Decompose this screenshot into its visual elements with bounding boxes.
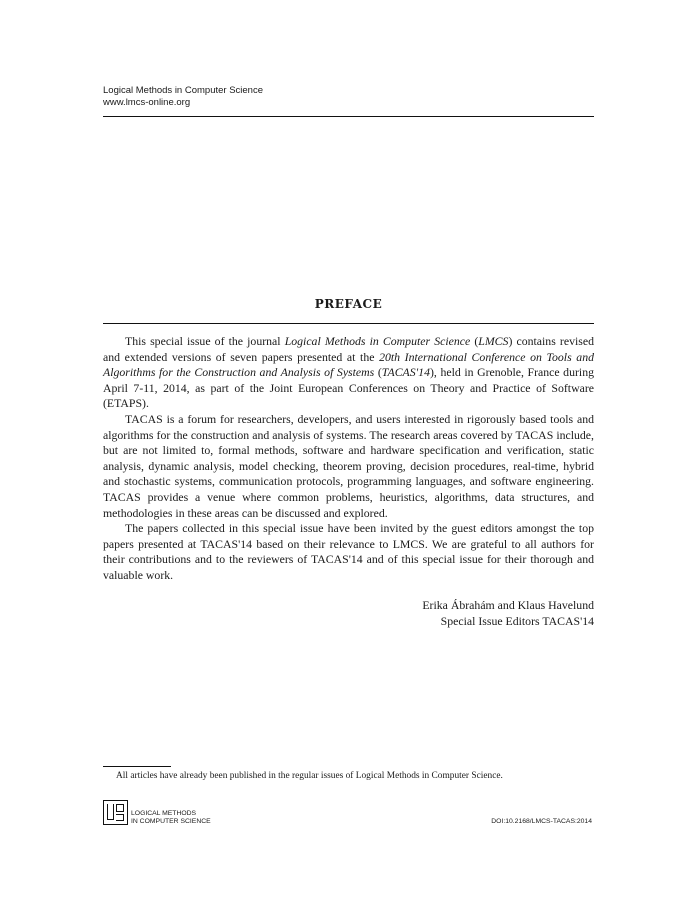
paragraph-1 [103, 334, 594, 412]
p1-text-d: ( [374, 365, 382, 380]
p1-text-e: ), held in Grenoble, France during April 7-11, 2014, as part of the Joint European Conferences on Theory and Practice of Software (ETAPS). [103, 365, 594, 411]
p1-text-c: ) contains revised and extended versions of seven papers presented at the [103, 334, 594, 364]
p1-text-a: This special issue of the journal [125, 334, 285, 348]
preface-body [103, 334, 594, 584]
editor-role: Special Issue Editors TACAS'14 [440, 613, 594, 628]
p1-journal-abbr: LMCS [478, 334, 509, 348]
p1-journal-name: Logical Methods in Computer Science [284, 334, 471, 348]
logo-block-s [116, 814, 124, 821]
logo-block-l [107, 804, 114, 820]
p1-conference-abbr: TACAS'14 [381, 365, 430, 380]
logo-block-m [116, 804, 124, 812]
editor-names: Erika Ábrahám and Klaus Havelund [422, 598, 594, 612]
logo-line-2: IN COMPUTER SCIENCE [131, 817, 211, 825]
signature [422, 598, 594, 629]
p1-conference-name: 20th International Conference on Tools and Algorithms for the Construction and Analysis of Systems [103, 349, 594, 380]
journal-name: Logical Methods in Computer Science [103, 85, 264, 96]
logo-line-1: LOGICAL METHODS [131, 810, 197, 817]
lmcs-logo-icon [103, 800, 128, 825]
p1-text-b: ( [470, 334, 479, 348]
doi: DOI:10.2168/LMCS-TACAS:2014 [491, 818, 592, 825]
header-rule [103, 116, 594, 117]
page-title: PREFACE [314, 297, 383, 311]
paragraph-3: The papers collected in this special issue have been invited by the guest editors amongst the top papers presented at TACAS'14 based on their relevance to LMCS. We are grateful to all authors for their contributions and to the reviewers of TACAS'14 and of this special issue for their thorough and valuable work. [103, 521, 594, 582]
journal-url: www.lmcs-online.org [103, 96, 191, 108]
footnote: All articles have already been published in the regular issues of Logical Methods in Computer Science. [116, 771, 503, 781]
paragraph-2: TACAS is a forum for researchers, developers, and users interested in rigorously based tools and algorithms for the construction and analysis of systems. The research areas covered by TACAS include, but are not limited to, formal methods, software and hardware specification and verification, static analysis, dynamic analysis, model checking, theorem proving, decision procedures, real-time, hybrid and stochastic systems, communication protocols, programming languages, and software engineering. TACAS provides a venue where common problems, heuristics, algorithms, data structures, and methodologies in these areas can be discussed and explored. [103, 411, 594, 520]
title-rule [103, 323, 594, 324]
running-header [103, 85, 263, 108]
logo-text [131, 810, 211, 825]
footnote-rule [103, 766, 171, 767]
